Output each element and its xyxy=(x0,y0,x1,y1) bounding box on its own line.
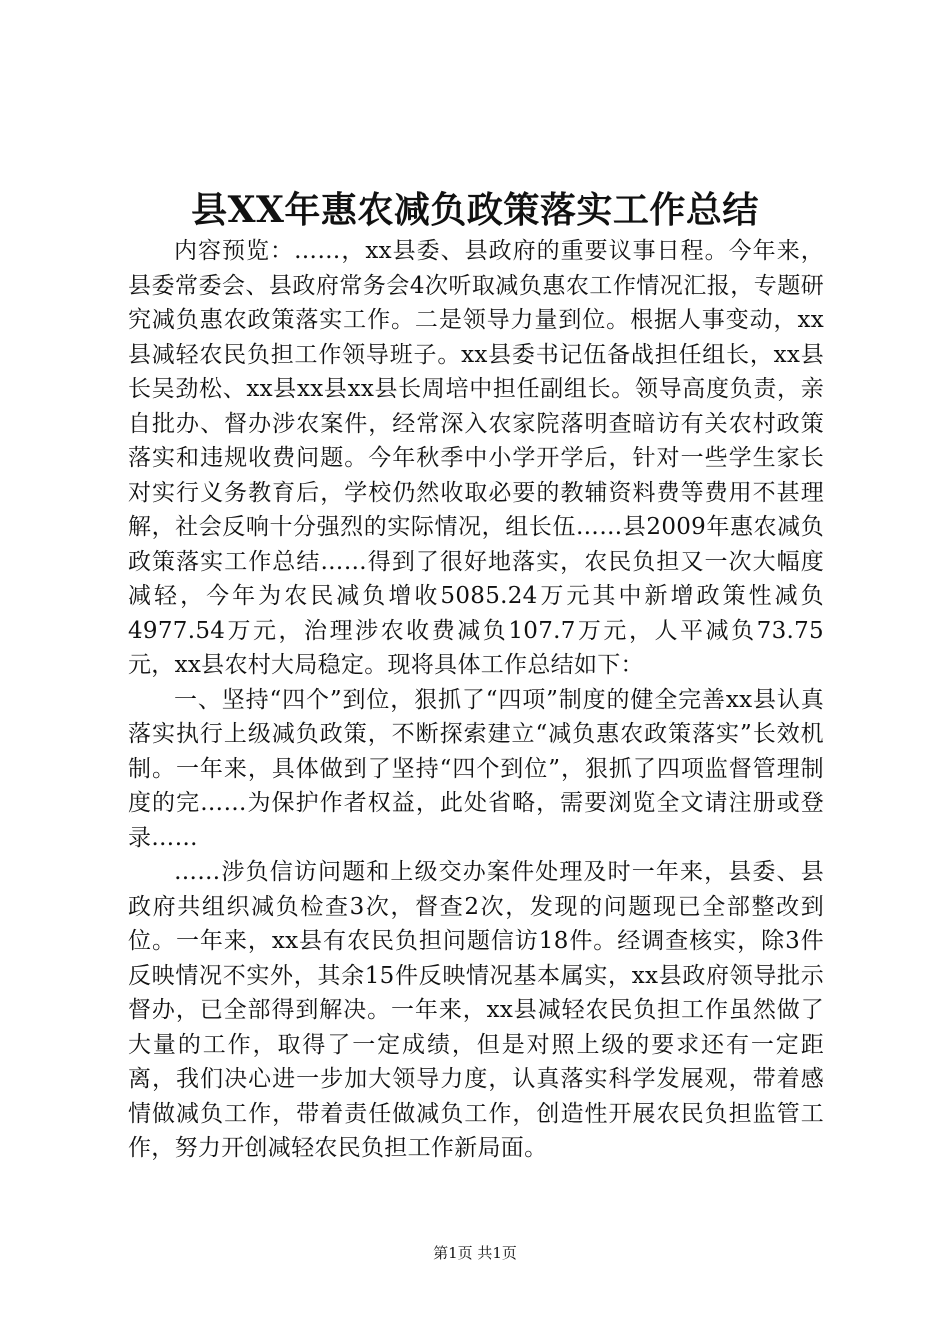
document-title: 县XX年惠农减负政策落实工作总结 xyxy=(191,189,759,231)
document-body xyxy=(128,234,824,1166)
paragraph-petitions: ……涉负信访问题和上级交办案件处理及时一年来，县委、县政府共组织减负检查3次，督查2次，发现的问题现已全部整改到位。一年来，xx县有农民负担问题信访18件。经调查核实，除3件反映情况不实外，其余15件反映情况基本属实，xx县政府领导批示督办，已全部得到解决。一年来，xx县减轻农民负担工作虽然做了大量的工作，取得了一定成绩，但是对照上级的要求还有一定距离，我们决心进一步加大领导力度，认真落实科学发展观，带着感情做减负工作，带着责任做减负工作，创造性开展农民负担监管工作，努力开创减轻农民负担工作新局面。 xyxy=(128,859,824,1161)
paragraph-preview: 内容预览：……，xx县委、县政府的重要议事日程。今年来，县委常委会、县政府常务会4次听取减负惠农工作情况汇报，专题研究减负惠农政策落实工作。二是领导力量到位。根据人事变动，xx县减轻农民负担工作领导班子。xx县委书记伍备战担任组长，xx县长吴劲松、xx县xx县xx县长周培中担任副组长。领导高度负责，亲自批办、督办涉农案件，经常深入农家院落明查暗访有关农村政策落实和违规收费问题。今年秋季中小学开学后，针对一些学生家长对实行义务教育后，学校仍然收取必要的教辅资料费等费用不甚理解，社会反响十分强烈的实际情况，组长伍……县2009年惠农减负政策落实工作总结……得到了很好地落实，农民负担又一次大幅度减轻，今年为农民减负增收5085.24万元其中新增政策性减负4977.54万元，治理涉农收费减负107.7万元，人平减负73.75元，xx县农村大局稳定。现将具体工作总结如下： xyxy=(128,238,824,678)
paragraph-section-one: 一、坚持“四个”到位，狠抓了“四项”制度的健全完善xx县认真落实执行上级减负政策，不断探索建立“减负惠农政策落实”长效机制。一年来，具体做到了坚持“四个到位”，狠抓了四项监督管理制度的完……为保护作者权益，此处省略，需要浏览全文请注册或登录…… xyxy=(128,686,824,851)
page-footer: 第1页 共1页 xyxy=(433,1244,517,1262)
